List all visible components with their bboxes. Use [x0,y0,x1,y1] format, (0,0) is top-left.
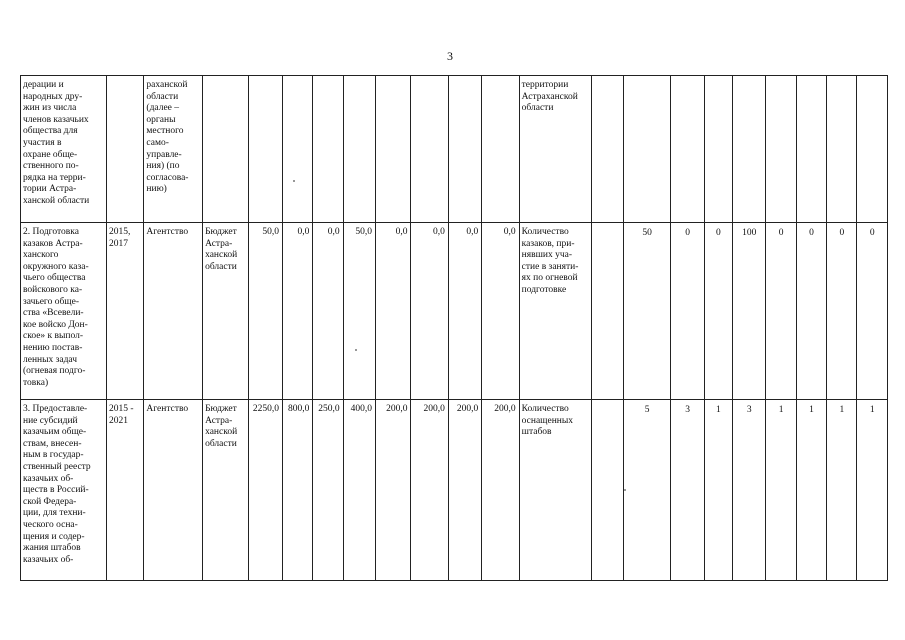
amount-cell: 0,0 [313,223,343,400]
target-value-cell [766,76,796,223]
amount-cell: 400,0 [343,400,375,581]
amount-cell [313,76,343,223]
activity-cell: 3. Предоставле- ние субсидий казачьим обще- ствам, внесен- ным в государ- ственный реестр казачьих об- ществ в Россий- ской Федера- ции, для техни- ческого осна- щения и содер- жания штабов казачьих об- [21,400,107,581]
years-cell: 2015, 2017 [106,223,143,400]
amount-cell [282,76,312,223]
target-value-cell: 0 [857,223,888,400]
executor-cell: Агентство [144,223,203,400]
amount-cell [248,76,282,223]
target-value-cell [857,76,888,223]
target-value-cell [704,76,732,223]
scan-speck [624,489,626,491]
target-value-cell [796,76,826,223]
executor-cell: Агентство [144,400,203,581]
indicator-cell: территории Астраханской области [519,76,592,223]
target-value-cell [592,223,623,400]
table-row [21,223,888,400]
target-value-cell: 0 [827,223,857,400]
years-cell [106,76,143,223]
funding-source-cell: Бюджет Астра- ханской области [203,400,249,581]
page-number: 3 [447,49,453,63]
target-value-cell: 1 [704,400,732,581]
target-value-cell [623,76,671,223]
funding-source-cell: Бюджет Астра- ханской области [203,223,249,400]
amount-cell [376,76,411,223]
target-value-cell [671,76,704,223]
amount-cell [411,76,448,223]
amount-cell [343,76,375,223]
amount-cell: 2250,0 [248,400,282,581]
indicator-cell: Количество оснащенных штабов [519,400,592,581]
indicator-cell: Количество казаков, при- нявших уча- стие в заняти- ях по огневой подготовке [519,223,592,400]
activity-cell: дерации и народных дру- жин из числа членов казачьих общества для участия в охране обще- ственного по- рядка на терри- тории Астра- ханской области [21,76,107,223]
amount-cell: 0,0 [282,223,312,400]
activity-cell: 2. Подготовка казаков Астра- ханского окружного каза- чьего общества войскового ка- зачьего обще- ства «Всевели- кое войско Дон- ское» к выпол- нению постав- ленных задач (огневая подго- товка) [21,223,107,400]
amount-cell: 200,0 [448,400,481,581]
target-value-cell: 1 [857,400,888,581]
target-value-cell: 1 [796,400,826,581]
target-value-cell [592,400,623,581]
amount-cell [482,76,519,223]
amount-cell [448,76,481,223]
amount-cell: 250,0 [313,400,343,581]
scan-speck [293,180,295,182]
program-table [20,75,888,581]
target-value-cell [733,76,766,223]
target-value-cell: 50 [623,223,671,400]
amount-cell: 200,0 [482,400,519,581]
table-row [21,76,888,223]
amount-cell: 200,0 [411,400,448,581]
amount-cell: 0,0 [411,223,448,400]
funding-source-cell [203,76,249,223]
target-value-cell: 100 [733,223,766,400]
amount-cell: 0,0 [376,223,411,400]
amount-cell: 50,0 [343,223,375,400]
target-value-cell: 0 [796,223,826,400]
target-value-cell [827,76,857,223]
amount-cell: 50,0 [248,223,282,400]
target-value-cell: 1 [827,400,857,581]
amount-cell: 200,0 [376,400,411,581]
target-value-cell: 5 [623,400,671,581]
amount-cell: 0,0 [482,223,519,400]
target-value-cell: 1 [766,400,796,581]
amount-cell: 800,0 [282,400,312,581]
scan-speck [355,349,357,351]
amount-cell: 0,0 [448,223,481,400]
target-value-cell: 0 [671,223,704,400]
target-value-cell: 3 [733,400,766,581]
target-value-cell [592,76,623,223]
executor-cell: раханской области (далее – органы местного самo- управле- ния) (по согласова- нию) [144,76,203,223]
target-value-cell: 0 [766,223,796,400]
target-value-cell: 3 [671,400,704,581]
table-row [21,400,888,581]
target-value-cell: 0 [704,223,732,400]
years-cell: 2015 - 2021 [106,400,143,581]
